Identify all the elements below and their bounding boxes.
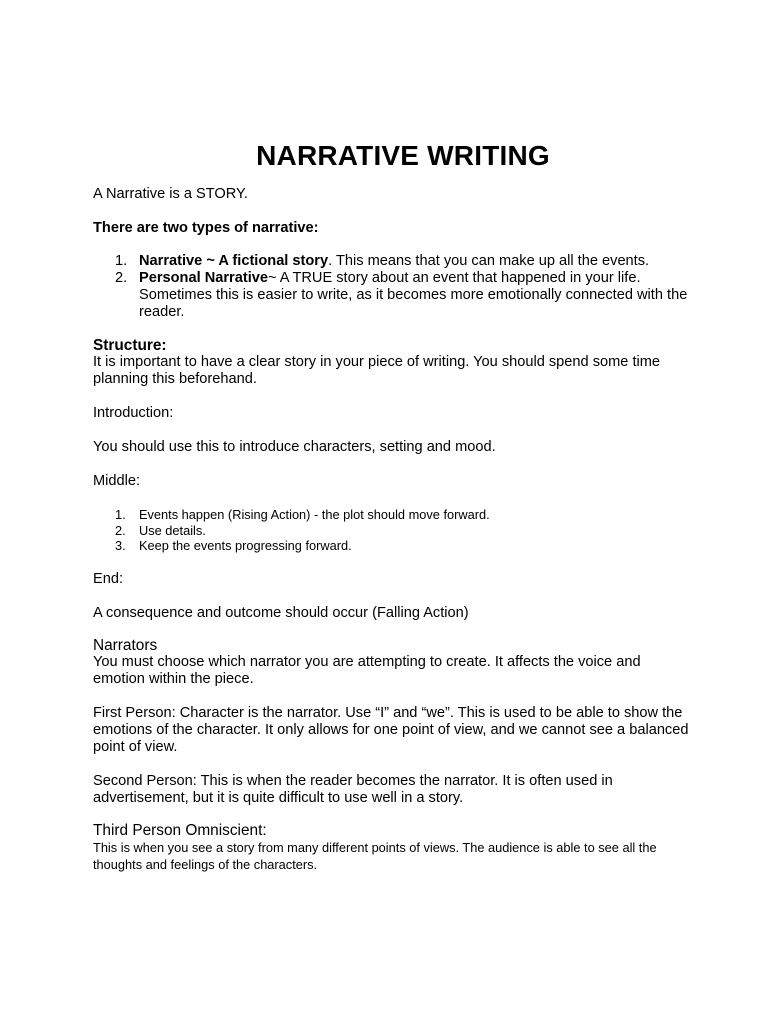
list-item-text: Keep the events progressing forward. [139,538,352,553]
types-list [93,253,693,321]
third-person-heading: Third Person Omniscient: [93,821,267,839]
middle-list [93,507,693,554]
type-name: Narrative ~ A fictional story [139,253,329,269]
list-number: 1. [115,507,126,522]
list-number: 2. [115,270,128,286]
list-item-text: Events happen (Rising Action) - the plot should move forward. [139,507,490,522]
end-text: A consequence and outcome should occur (Falling Action) [93,604,469,621]
intro-text: A Narrative is a STORY. [93,186,248,202]
introduction-label: Introduction: [93,405,174,421]
list-item [93,253,693,270]
list-item [93,538,693,554]
list-item [93,523,693,539]
narrators-text: You must choose which narrator you are attempting to create. It affects the voice and emotion within the piece. [93,653,641,687]
end-label: End: [93,570,124,587]
type-name: Personal Narrative [139,270,268,286]
list-number: 2. [115,522,126,538]
list-item [93,270,693,321]
list-number: 1. [115,253,128,269]
list-number: 3. [115,538,126,553]
structure-text: It is important to have a clear story in your piece of writing. You should spend some time planning this beforehand. [93,354,661,387]
third-person-text: This is when you see a story from many different points of views. The audience is able to see all the thoughts and feelings of the characters. [93,839,657,872]
document-content [93,138,693,873]
types-heading: There are two types of narrative: [93,220,319,236]
list-item-text: Use details. [139,522,206,538]
structure-heading: Structure: [93,337,167,354]
type-description: . This means that you can make up all the events. [328,253,650,269]
middle-label: Middle: [93,473,141,489]
list-item [93,507,693,523]
introduction-text: You should use this to introduce characters, setting and mood. [93,439,496,455]
type-description: ~ A TRUE story about an event that happened in your life. Sometimes this is easier to write, as it becomes more emotionally connected with the reader. [139,270,688,320]
page-title: NARRATIVE WRITING [256,140,550,171]
second-person-text: Second Person: This is when the reader becomes the narrator. It is often used in advertisement, but it is quite difficult to use well in a story. [93,772,613,806]
first-person-text: First Person: Character is the narrator. Use “I” and “we”. This is used to be able to show the emotions of the character. It only allows for one point of view, and we cannot see a balanced point of view. [93,704,689,755]
narrators-heading: Narrators [93,636,158,654]
